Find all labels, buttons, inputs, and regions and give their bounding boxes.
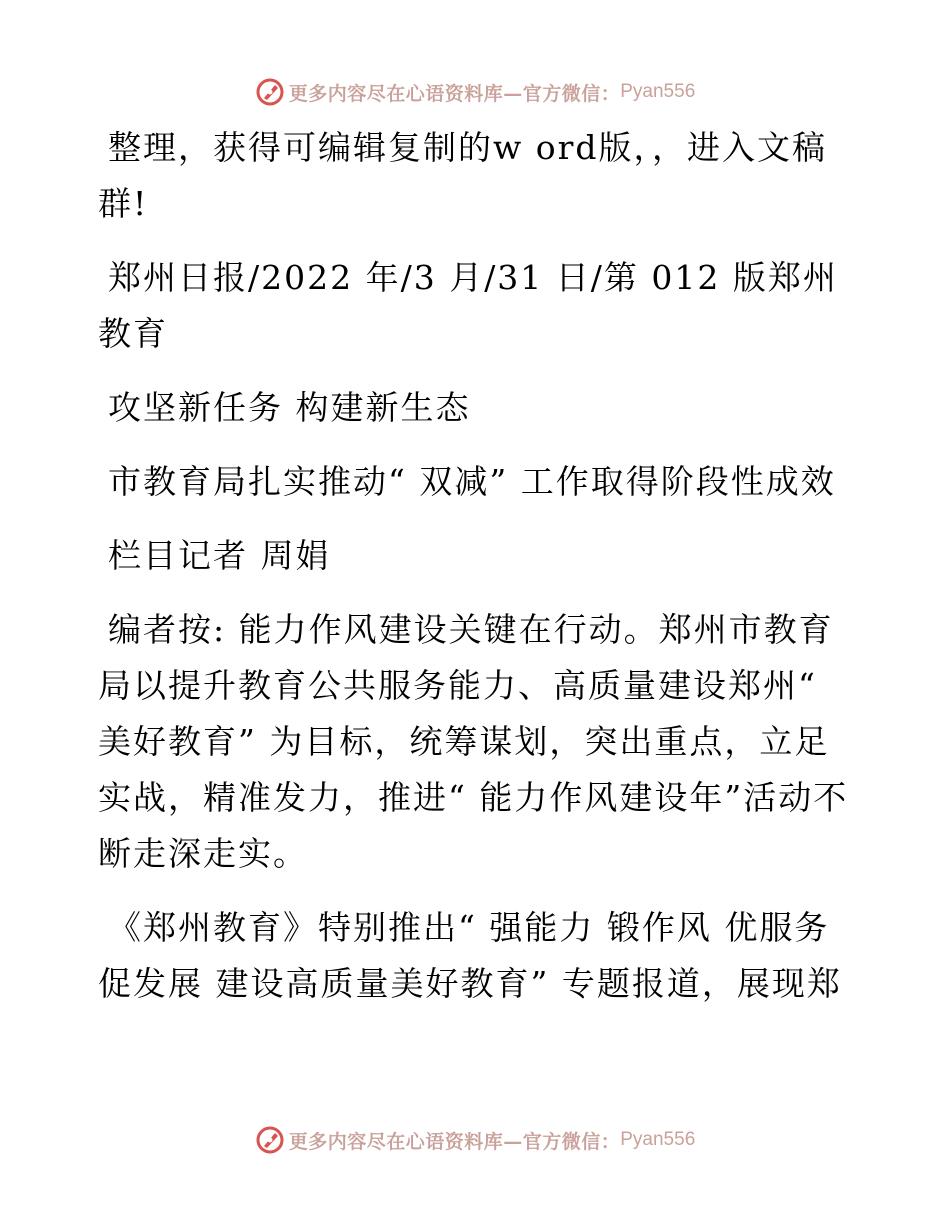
paragraph-intro: 整理，获得可编辑复制的w ord版，，进入文稿群! xyxy=(98,128,828,223)
banner-wechat-id: Pyan556 xyxy=(620,81,696,102)
footer-watermark-banner xyxy=(0,1120,950,1160)
paragraph-headline: 攻坚新任务 构建新生态 xyxy=(108,388,471,427)
pen-logo-icon xyxy=(255,77,285,107)
banner-text: 更多内容尽在心语资料库—官方微信： xyxy=(288,82,621,105)
header-watermark-banner xyxy=(0,72,950,112)
paragraph-body: 《郑州教育》特别推出“ 强能力 锻作风 优服务 促发展 建设高质量美好教育” 专题报道，展现郑 xyxy=(98,908,842,1003)
banner-wechat-id: Pyan556 xyxy=(620,1129,696,1150)
document-body xyxy=(98,120,858,1030)
paragraph-subheadline: 市教育局扎实推动“ 双减” 工作取得阶段性成效 xyxy=(108,462,836,501)
paragraph-byline: 栏目记者 周娟 xyxy=(108,536,331,575)
paragraph-editor-note: 编者按: 能力作风建设关键在行动。郑州市教育局以提升教育公共服务能力、高质量建设郑州“ 美好教育” 为目标，统筹谋划，突出重点，立足实战，精准发力，推进“ 能力作风建设年”活动不断走深走实。 xyxy=(98,610,849,873)
paragraph-source: 郑州日报/2022 年/3 月/31 日/第 012 版郑州教育 xyxy=(98,258,838,353)
pen-logo-icon xyxy=(255,1125,285,1155)
banner-text: 更多内容尽在心语资料库—官方微信： xyxy=(288,1130,621,1153)
